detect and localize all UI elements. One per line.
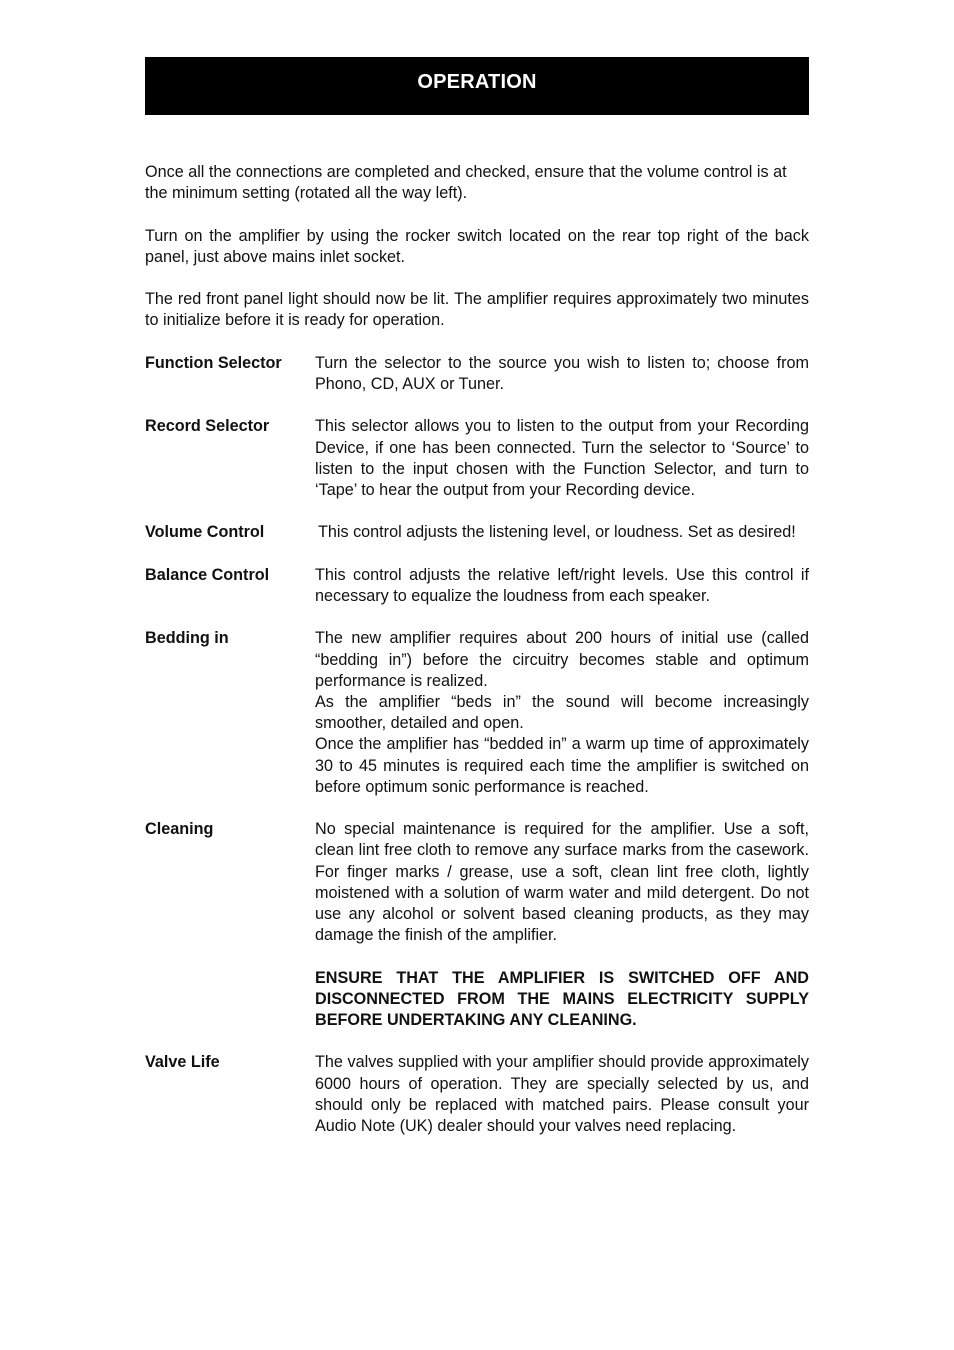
section-valve-life (145, 1052, 809, 1137)
intro-paragraph-connections: Once all the connections are completed and checked, ensure that the volume control is at the minimum setting (rotated all the way left). (145, 163, 787, 203)
cleaning-warning: ENSURE THAT THE AMPLIFIER IS SWITCHED OFF AND DISCONNECTED FROM THE MAINS ELECTRICITY SUPPLY BEFORE UNDERTAKING ANY CLEANING. (315, 968, 809, 1029)
section-label: Function Selector (145, 353, 282, 372)
section-text: This control adjusts the listening level, or loudness. Set as desired! (318, 523, 796, 542)
document-body (145, 162, 809, 1158)
section-label: Volume Control (145, 523, 265, 542)
section-balance-control (145, 565, 809, 607)
bedding-in-text-sound: As the amplifier “beds in” the sound will become increasingly smoother, detailed and open. (315, 692, 809, 733)
bedding-in-text-initial-use: The new amplifier requires about 200 hours of initial use (called “bedding in”) before the circuitry becomes stable and optimum performance is realized. (315, 629, 809, 690)
section-header (145, 57, 809, 115)
bedding-in-text-warm-up: Once the amplifier has “bedded in” a warm up time of approximately 30 to 45 minutes is required each time the amplifier is switched on before optimum sonic performance is reached. (315, 735, 809, 796)
section-volume-control (145, 522, 809, 543)
intro-paragraph-warm-up: The red front panel light should now be lit. The amplifier requires approximately two minutes to initialize before it is ready for operation. (145, 290, 809, 330)
section-label: Balance Control (145, 565, 270, 584)
section-cleaning (145, 819, 809, 1031)
section-bedding-in (145, 628, 809, 798)
section-label: Bedding in (145, 629, 229, 648)
section-text: The valves supplied with your amplifier should provide approximately 6000 hours of operation. They are specially selected by us, and should only be replaced with matched pairs. Please consult your Audio Note (UK) dealer should your valves need replacing. (315, 1053, 809, 1135)
section-text: This control adjusts the relative left/right levels. Use this control if necessary to equalize the loudness from each speaker. (315, 565, 809, 605)
section-record-selector (145, 416, 809, 501)
section-label: Cleaning (145, 820, 214, 839)
section-text-group (315, 628, 809, 798)
cleaning-text: No special maintenance is required for the amplifier. Use a soft, clean lint free cloth to remove any surface marks from the casework. For finger marks / grease, use a soft, clean lint free cloth, lightly moistened with a solution of warm water and mild detergent. Do not use any alcohol or solvent based cleaning products, as they may damage the finish of the amplifier. (315, 820, 809, 945)
section-text-group (315, 819, 809, 1031)
section-text: Turn the selector to the source you wish to listen to; choose from Phono, CD, AUX or Tuner. (315, 353, 809, 393)
section-text: This selector allows you to listen to the output from your Recording Device, if one has been connected. Turn the selector to ‘Source’ to listen to the input chosen with the Function Selector, and turn to ‘Tape’ to hear the output from your Recording device. (315, 417, 809, 499)
section-label: Valve Life (145, 1053, 220, 1072)
section-label: Record Selector (145, 417, 270, 436)
intro-paragraph-power-on: Turn on the amplifier by using the rocker switch located on the rear top right of the back panel, just above mains inlet socket. (145, 226, 809, 266)
page-title: OPERATION (417, 71, 537, 94)
section-function-selector (145, 353, 809, 395)
